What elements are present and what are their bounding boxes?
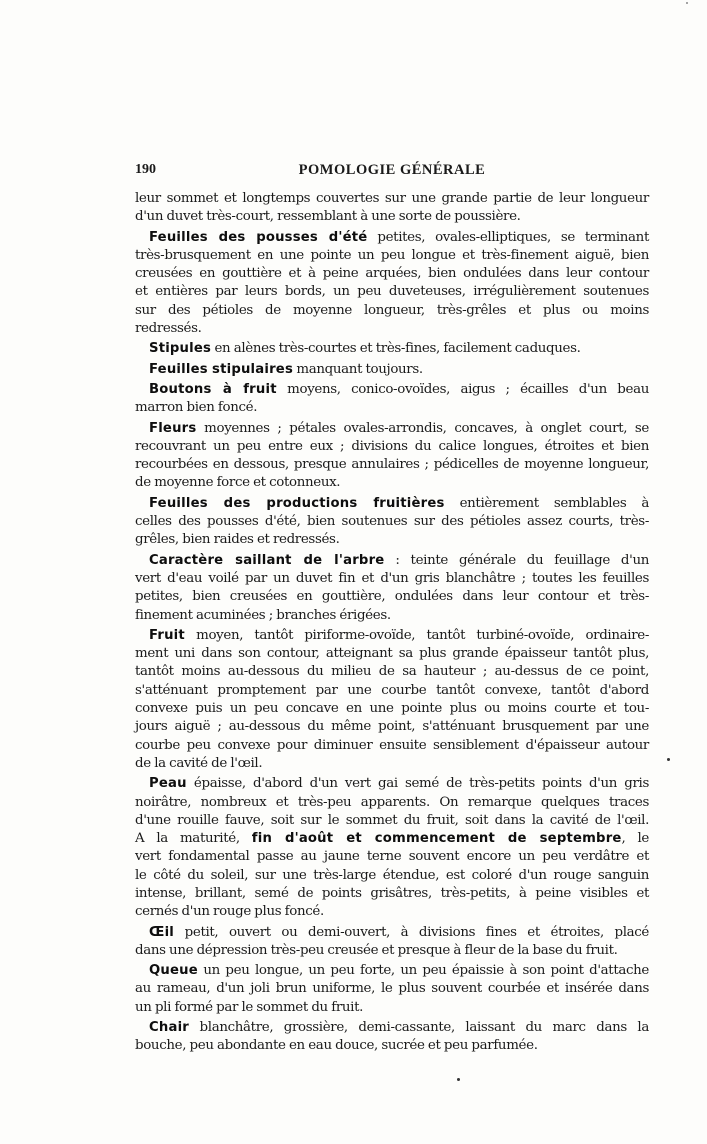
paragraph-queue: Queue un peu longue, un peu forte, un peu épaissie à son point d'attache au rameau, d'un joli brun uniforme, le plus souvent courbée et insérée dans un pli formé par le sommet du fruit. <box>135 963 649 1015</box>
paragraph-stipules: Stipules en alènes très-courtes et très-fines, facilement caduques. <box>149 341 581 357</box>
term-heading: Peau <box>149 776 187 792</box>
term-heading: Caractère saillant de l'arbre <box>149 552 385 568</box>
term-heading: Fruit <box>149 627 185 643</box>
term-heading: Queue <box>149 963 198 979</box>
paragraph-peau: Peau épaisse, d'abord d'un vert gai semé de très-petits points d'un gris noirâtre, nombreux et très-peu apparents. On remarque quelques traces d'une rouille fauve, soit sur le sommet du fruit, soit dans la cavité de l'œil. A la maturité, fin d'août et commencement de septembre, le vert fondamental passe au jaune terne souvent encore un peu verdâtre et le côté du soleil, sur une très-large étendue, est coloré d'un rouge sanguin intense, brillant, semé de points grisâtres, très-petits, à peine visibles et cernés d'un rouge plus foncé. <box>135 776 649 920</box>
term-heading: Feuilles des productions fruitières <box>149 495 445 511</box>
paragraph-oeil: Œil petit, ouvert ou demi-ouvert, à divisions fines et étroites, placé dans une dépression très-peu creusée et presque à fleur de la base du fruit. <box>135 924 649 958</box>
paragraph-chair: Chair blanchâtre, grossière, demi-cassante, laissant du marc dans la bouche, peu abondante en eau douce, sucrée et peu parfumée. <box>135 1020 649 1054</box>
paragraph-fleurs: Fleurs moyennes ; pétales ovales-arrondis, concaves, à onglet court, se recouvrant un peu entre eux ; divisions du calice longues, étroites et bien recourbées en dessous, presque annulaires ; pédicelles de moyenne longueur, de moyenne force et cotonneux. <box>135 420 649 491</box>
scan-speck <box>667 758 670 761</box>
paragraph-feuilles-productions: Feuilles des productions fruitières entièrement semblables à celles des pousses d'été, bien soutenues sur des pétioles assez courts, très- grêles, bien raides et redressés. <box>135 495 650 548</box>
page-number: 190 <box>135 162 156 177</box>
term-heading: Œil <box>149 924 175 940</box>
paragraph-feuilles-pousses: Feuilles des pousses d'été petites, ovales-elliptiques, se terminant très-brusquement en une pointe un peu longue et très-finement aiguë, bien creusées en gouttière et à peine arquées, bien ondulées dans leur contour et entières par leurs bords, un peu duveteuses, irrégulièrement soutenues sur des pétioles de moyenne longueur, très-grêles et plus ou moins redressés. <box>135 229 649 337</box>
term-heading: Fleurs <box>149 420 197 436</box>
term-heading: Feuilles des pousses d'été <box>149 229 368 245</box>
scan-speck <box>686 2 688 4</box>
running-title: POMOLOGIE GÉNÉRALE <box>298 162 486 178</box>
paragraph-feuilles-stipulaires: Feuilles stipulaires manquant toujours. <box>149 361 423 377</box>
term-heading: Stipules <box>149 341 212 357</box>
paragraph-caractere: Caractère saillant de l'arbre : teinte générale du feuillage d'un vert d'eau voilé par un duvet fin et d'un gris blanchâtre ; toutes les feuilles petites, bien creusées en gouttière, ondulées dans leur contour et très- finement acuminées ; branches érigées. <box>135 552 649 623</box>
term-heading: Boutons à fruit <box>149 381 277 397</box>
page-header <box>135 160 649 184</box>
paragraph-continuation: leur sommet et longtemps couvertes sur une grande partie de leur longueur d'un duvet très-court, ressemblant à une sorte de poussière. <box>135 191 649 225</box>
term-heading: Feuilles stipulaires <box>149 361 293 377</box>
paragraph-boutons: Boutons à fruit moyens, conico-ovoïdes, aigus ; écailles d'un beau marron bien foncé. <box>135 381 649 416</box>
paragraph-fruit: Fruit moyen, tantôt piriforme-ovoïde, tantôt turbiné-ovoïde, ordinaire- ment uni dans son contour, atteignant sa plus grande épaisseur tantôt plus, tantôt moins au-dessous du milieu de sa hauteur ; au-dessus de ce point, s'atténuant promptement par une courbe tantôt convexe, tantôt d'abord convexe puis un peu concave en une pointe plus ou moins courte et tou- jours aiguë ; au-dessous du même point, s'atténuant brusquement par une courbe peu convexe pour diminuer ensuite sensiblement d'épaisseur autour de la cavité de l'œil. <box>135 627 649 771</box>
maturity-period: fin d'août et commencement de septembre <box>251 831 622 847</box>
scan-speck <box>457 1078 460 1081</box>
term-heading: Chair <box>149 1020 189 1036</box>
book-page <box>135 160 649 1058</box>
